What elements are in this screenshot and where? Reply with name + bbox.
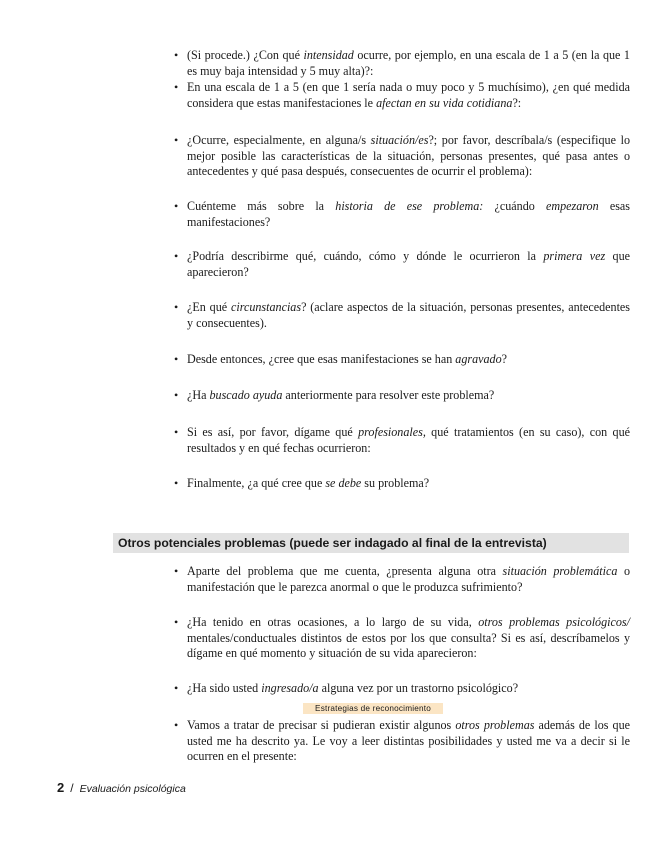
strategy-callout-label: Estrategias de reconocimiento — [303, 703, 443, 714]
question-item — [174, 80, 630, 111]
question-emphasis: primera vez — [543, 249, 606, 263]
page-footer — [57, 780, 186, 795]
question-emphasis: historia de ese problema: — [335, 199, 484, 213]
question-text: ? — [501, 352, 508, 366]
question-text: Cuénteme más sobre la — [187, 199, 336, 213]
question-text: ¿Ocurre, especialmente, en alguna/s — [187, 133, 371, 147]
question-item — [174, 249, 630, 280]
question-text: ?: — [512, 95, 522, 110]
book-title: Evaluación psicológica — [79, 783, 186, 795]
question-text: su problema? — [361, 476, 430, 490]
question-text: Finalmente, ¿a qué cree que — [187, 476, 326, 490]
question-emphasis: empezaron — [546, 199, 599, 213]
question-text: Desde entonces, ¿cree que esas manifestaciones se han — [187, 352, 456, 366]
question-emphasis: situación problemática — [502, 564, 618, 578]
question-text: que aparecieron? — [187, 249, 630, 279]
question-item — [174, 564, 630, 595]
question-text: Vamos a tratar de precisar si pudieran existir algunos — [187, 718, 456, 732]
question-emphasis: agravado — [455, 352, 502, 366]
question-emphasis: ingresado/a — [261, 681, 319, 695]
question-item — [174, 425, 630, 456]
question-text: (Si procede.) ¿Con qué — [187, 48, 304, 62]
question-emphasis: intensidad — [303, 48, 354, 62]
question-emphasis: profesionales, — [358, 425, 426, 439]
question-text: ¿Ha — [187, 388, 210, 402]
question-item — [174, 476, 630, 492]
question-text: Aparte del problema que me cuenta, ¿presenta alguna otra — [187, 564, 503, 578]
page-number: 2 — [57, 780, 65, 795]
question-item — [174, 133, 630, 180]
question-item — [174, 615, 630, 662]
question-item — [174, 48, 630, 79]
question-item — [174, 388, 630, 404]
question-emphasis: afectan en su vida cotidiana — [376, 95, 513, 110]
question-text: ¿Podría describirme qué, cuándo, cómo y dónde le ocurrieron la — [187, 249, 544, 263]
question-text: mentales/conductuales distintos de estos por los que consulta? Si es así, descríbamelos y dígame en qué momento y situación de su vida aparecieron: — [187, 630, 630, 660]
question-text: alguna vez por un trastorno psicológico? — [318, 681, 519, 695]
question-text: ? (aclare aspectos de la situación, personas presentes, antecedentes y consecuentes). — [187, 300, 631, 330]
question-text: ocurre, por ejemplo, en una escala de 1 a 5 (en la que 1 es muy baja intensidad y 5 muy alta)?: — [187, 48, 630, 78]
question-text: esas manifestaciones? — [187, 199, 631, 229]
question-emphasis: buscado ayuda — [209, 388, 283, 402]
question-item — [174, 199, 630, 230]
question-text: o manifestación que le parezca anormal o que le produzca sufrimiento? — [187, 564, 630, 594]
question-text: además de los que usted me ha descrito ya. Le voy a leer distintas posibilidades y usted me va a decir si le ocurren en el presente: — [187, 718, 630, 763]
footer-separator: / — [70, 781, 74, 795]
question-text: ¿cuándo — [483, 199, 547, 213]
question-item — [174, 718, 630, 765]
question-text: Si es así, por favor, dígame qué — [187, 425, 359, 439]
question-item — [174, 300, 630, 331]
question-item — [174, 352, 630, 368]
question-emphasis: situación/es — [370, 133, 429, 147]
question-text: ¿Ha sido usted — [187, 681, 262, 695]
question-emphasis: otros problemas psicológicos/ — [478, 615, 630, 629]
question-text: anteriormente para resolver este problema? — [282, 388, 495, 402]
question-text: ¿Ha tenido en otras ocasiones, a lo largo de su vida, — [187, 615, 479, 629]
question-text: qué tratamientos (en su caso), con qué resultados y en qué fechas ocurrieron: — [187, 425, 630, 455]
question-emphasis: otros problemas — [455, 718, 535, 732]
question-emphasis: se debe — [325, 476, 362, 490]
question-text: ?; por favor, descríbala/s (especifique lo mejor posible las características de la situación, personas presentes, qué pasa antes o antecedentes y qué pasa después, consecuentes de ocurrir el problema): — [187, 133, 630, 178]
question-text: En una escala de 1 a 5 (en que 1 sería nada o muy poco y 5 muchísimo), ¿en qué medida considera que estas manifestaciones le — [187, 80, 630, 110]
question-item — [174, 681, 630, 697]
section-header: Otros potenciales problemas (puede ser indagado al final de la entrevista) — [113, 533, 629, 553]
question-emphasis: circunstancias — [230, 300, 302, 314]
question-text: ¿En qué — [187, 300, 231, 314]
